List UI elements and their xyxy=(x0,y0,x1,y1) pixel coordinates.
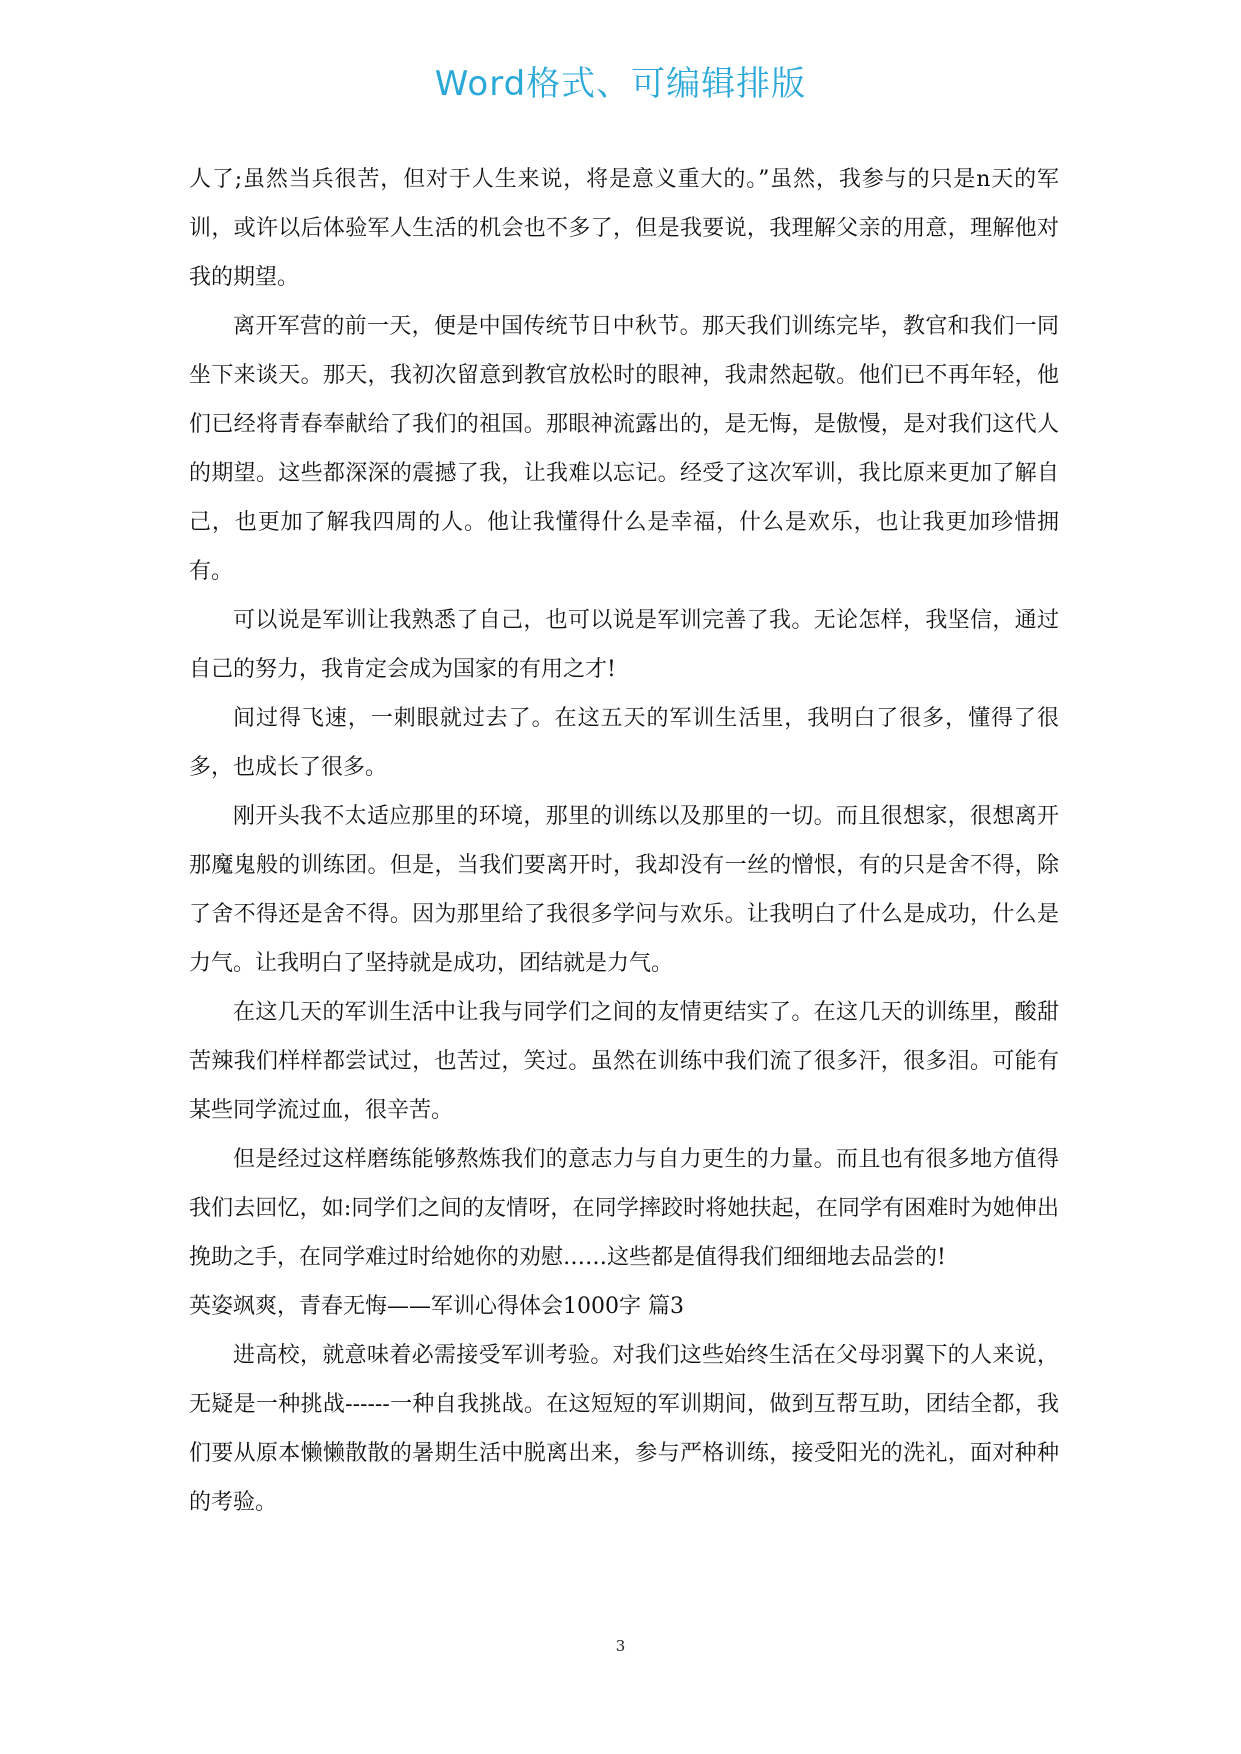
body-paragraph: 在这几天的军训生活中让我与同学们之间的友情更结实了。在这几天的训练里，酸甜苦辣我们样样都尝试过，也苦过，笑过。虽然在训练中我们流了很多汗，很多泪。可能有某些同学流过血，很辛苦。 xyxy=(189,1000,1059,1123)
header-title: Word格式、可编辑排版 xyxy=(434,64,807,104)
body-paragraph: 刚开头我不太适应那里的环境，那里的训练以及那里的一切。而且很想家，很想离开那魔鬼般的训练团。但是，当我们要离开时，我却没有一丝的憎恨，有的只是舍不得，除了舍不得还是舍不得。因为那里给了我很多学问与欢乐。让我明白了什么是成功，什么是力气。让我明白了坚持就是成功，团结就是力气。 xyxy=(189,804,1059,976)
body-paragraph: 离开军营的前一天，便是中国传统节日中秋节。那天我们训练完毕，教官和我们一同坐下来谈天。那天，我初次留意到教官放松时的眼神，我肃然起敬。他们已不再年轻，他们已经将青春奉献给了我们的祖国。那眼神流露出的，是无悔，是傲慢，是对我们这代人的期望。这些都深深的震撼了我，让我难以忘记。经受了这次军训，我比原来更加了解自己，也更加了解我四周的人。他让我懂得什么是幸福，什么是欢乐，也让我更加珍惜拥有。 xyxy=(189,314,1059,584)
page-number: 3 xyxy=(615,1637,626,1655)
body-paragraph: 可以说是军训让我熟悉了自己，也可以说是军训完善了我。无论怎样，我坚信，通过自己的努力，我肯定会成为国家的有用之才! xyxy=(189,608,1059,682)
body-paragraph: 进高校，就意味着必需接受军训考验。对我们这些始终生活在父母羽翼下的人来说，无疑是一种挑战------一种自我挑战。在这短短的军训期间，做到互帮互助，团结全都，我们要从原本懒懒散散的暑期生活中脱离出来，参与严格训练，接受阳光的洗礼，面对种种的考验。 xyxy=(189,1343,1059,1515)
body-paragraph: 间过得飞速，一刺眼就过去了。在这五天的军训生活里，我明白了很多，懂得了很多，也成长了很多。 xyxy=(189,706,1059,780)
body-paragraph: 但是经过这样磨练能够熬炼我们的意志力与自力更生的力量。而且也有很多地方值得我们去回忆，如:同学们之间的友情呀，在同学摔跤时将她扶起，在同学有困难时为她伸出挽助之手，在同学难过时给她你的劝慰……这些都是值得我们细细地去品尝的! xyxy=(189,1147,1059,1270)
document-body xyxy=(189,155,1059,1527)
page-footer xyxy=(0,1636,1241,1656)
section-heading: 英姿飒爽，青春无悔——军训心得体会1000字 篇3 xyxy=(189,1294,684,1319)
body-paragraph: 人了;虽然当兵很苦，但对于人生来说，将是意义重大的。”虽然，我参与的只是n天的军训，或许以后体验军人生活的机会也不多了，但是我要说，我理解父亲的用意，理解他对我的期望。 xyxy=(189,167,1059,290)
page-header xyxy=(0,58,1241,110)
